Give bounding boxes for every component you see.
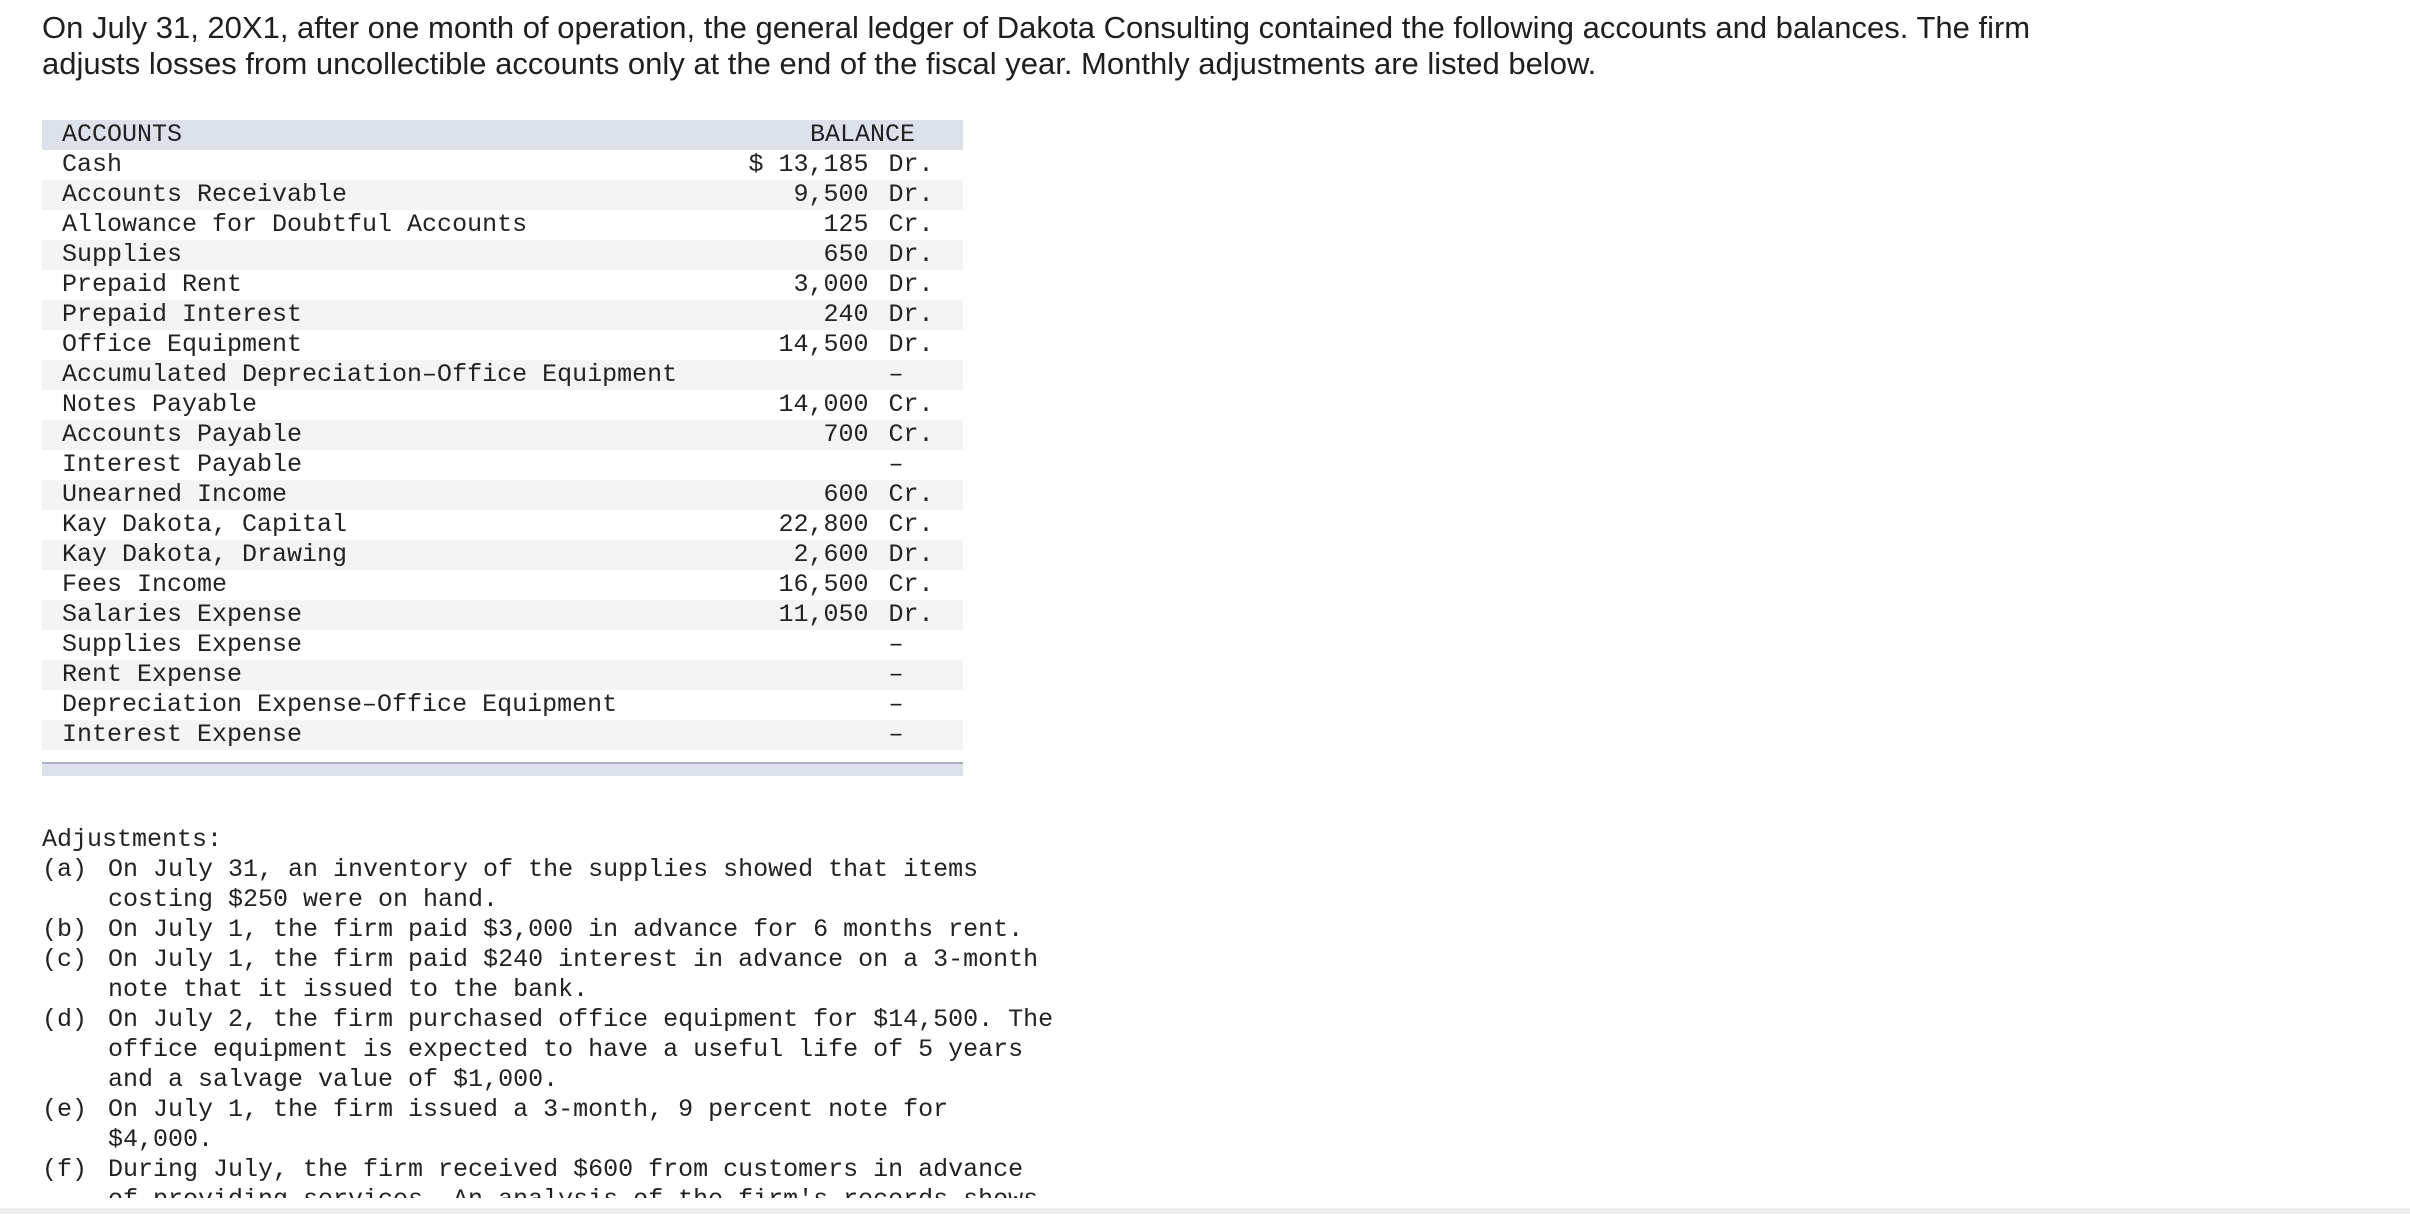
- bottom-divider: [0, 1208, 2410, 1214]
- account-name: Notes Payable: [62, 390, 258, 419]
- account-side: Cr.: [888, 420, 934, 449]
- account-name: Unearned Income: [62, 480, 288, 509]
- account-side: Dr.: [888, 150, 934, 179]
- account-amount: [677, 720, 868, 750]
- table-row: [42, 150, 963, 180]
- adjustment-item: [42, 915, 1122, 945]
- account-name: Rent Expense: [62, 660, 243, 689]
- account-name: Accumulated Depreciation–Office Equipment: [62, 360, 678, 389]
- account-amount: 22,800: [778, 510, 869, 539]
- account-name: Kay Dakota, Capital: [62, 510, 348, 539]
- account-side: Cr.: [888, 570, 934, 599]
- account-side: Cr.: [888, 210, 934, 239]
- adjustment-letter: (f): [42, 1155, 88, 1184]
- account-amount: 3,000: [793, 270, 869, 299]
- adjustment-item: [42, 945, 1122, 1005]
- table-row: [42, 210, 963, 240]
- account-name: Interest Payable: [62, 450, 303, 479]
- account-amount: 11,050: [778, 600, 869, 629]
- table-row: [42, 300, 963, 330]
- account-side: –: [888, 630, 904, 659]
- problem-intro: On July 31, 20X1, after one month of operation, the general ledger of Dakota Consulting contained the following accounts and balances. The firm adjusts losses from uncollectible accounts only at the end of the fiscal year. Monthly adjustments are listed below.: [42, 10, 2031, 81]
- ledger-header-row: [42, 120, 963, 150]
- account-side: Dr.: [888, 240, 934, 269]
- account-name: Prepaid Interest: [62, 300, 303, 329]
- account-amount: [677, 450, 868, 480]
- adjustment-letter: (d): [42, 1005, 88, 1034]
- adjustments-heading: Adjustments:: [42, 825, 223, 854]
- table-row: [42, 690, 963, 720]
- adjustment-text: During July, the firm received $600 from customers in advance: [108, 1155, 1024, 1184]
- table-footer: [42, 763, 963, 776]
- account-name: Depreciation Expense–Office Equipment: [62, 690, 618, 719]
- account-side: Dr.: [888, 180, 934, 209]
- account-name: Salaries Expense: [62, 600, 303, 629]
- table-row: [42, 510, 963, 540]
- account-amount: 16,500: [778, 570, 869, 599]
- account-amount: 9,500: [793, 180, 869, 209]
- account-side: –: [888, 690, 904, 719]
- account-side: Cr.: [888, 510, 934, 539]
- adjustment-letter: (b): [42, 915, 88, 944]
- table-row: [42, 270, 963, 300]
- accounts-header: ACCOUNTS: [62, 120, 183, 149]
- table-row: [42, 540, 963, 570]
- table-row: [42, 330, 963, 360]
- content-clip: [0, 1198, 2410, 1208]
- table-row: [42, 360, 963, 390]
- account-amount: 700: [823, 420, 869, 449]
- account-name: Office Equipment: [62, 330, 303, 359]
- account-amount: 14,500: [778, 330, 869, 359]
- ledger-table: [42, 120, 963, 776]
- table-row: [42, 630, 963, 660]
- table-row: [42, 450, 963, 480]
- adjustment-text: On July 1, the firm issued a 3-month, 9 percent note for $4,000.: [108, 1095, 949, 1154]
- account-amount: 125: [823, 210, 869, 239]
- ledger-body: [42, 150, 963, 763]
- account-name: Supplies: [62, 240, 183, 269]
- account-side: –: [888, 660, 904, 689]
- table-row: [42, 240, 963, 270]
- account-name: Accounts Receivable: [62, 180, 348, 209]
- adjustment-item: [42, 855, 1122, 915]
- account-amount: 600: [823, 480, 869, 509]
- account-side: Dr.: [888, 300, 934, 329]
- account-amount: 14,000: [778, 390, 869, 419]
- account-name: Supplies Expense: [62, 630, 303, 659]
- account-name: Kay Dakota, Drawing: [62, 540, 348, 569]
- account-name: Allowance for Doubtful Accounts: [62, 210, 528, 239]
- adjustment-item: [42, 1095, 1122, 1155]
- account-side: –: [888, 450, 904, 479]
- table-row: [42, 390, 963, 420]
- table-row: [42, 180, 963, 210]
- account-side: Dr.: [888, 270, 934, 299]
- account-name: Accounts Payable: [62, 420, 303, 449]
- table-row: [42, 420, 963, 450]
- adjustment-text: On July 31, an inventory of the supplies showed that items costing $250 were on hand.: [108, 855, 979, 914]
- adjustments-section: [42, 825, 1122, 1215]
- table-row: [42, 720, 963, 750]
- account-side: –: [888, 720, 904, 749]
- account-amount: $ 13,185: [748, 150, 869, 179]
- adjustment-text: On July 2, the firm purchased office equipment for $14,500. The office equipment is expected to have a useful life of 5 years and a salvage value of $1,000.: [108, 1005, 1054, 1094]
- account-side: Cr.: [888, 480, 934, 509]
- adjustment-letter: (c): [42, 945, 88, 974]
- table-row: [42, 480, 963, 510]
- account-amount: [677, 660, 868, 690]
- table-row: [42, 570, 963, 600]
- adjustment-letter: (e): [42, 1095, 88, 1124]
- account-amount: 240: [823, 300, 869, 329]
- table-row: [42, 600, 963, 630]
- adjustment-text: On July 1, the firm paid $3,000 in advance for 6 months rent.: [108, 915, 1024, 944]
- account-amount: [677, 360, 868, 390]
- table-row: [42, 660, 963, 690]
- account-amount: [677, 630, 868, 660]
- account-amount: 2,600: [793, 540, 869, 569]
- account-name: Fees Income: [62, 570, 228, 599]
- balance-header: BALANCE: [809, 120, 915, 149]
- account-amount: 650: [823, 240, 869, 269]
- account-amount: [677, 690, 868, 720]
- account-side: Cr.: [888, 390, 934, 419]
- account-name: Interest Expense: [62, 720, 303, 749]
- account-name: Prepaid Rent: [62, 270, 243, 299]
- adjustment-letter: (a): [42, 855, 88, 884]
- adjustment-item: [42, 1005, 1122, 1095]
- account-side: –: [888, 360, 904, 389]
- adjustment-text: On July 1, the firm paid $240 interest in advance on a 3-month note that it issued to the bank.: [108, 945, 1039, 1004]
- account-side: Dr.: [888, 330, 934, 359]
- account-side: Dr.: [888, 600, 934, 629]
- account-side: Dr.: [888, 540, 934, 569]
- account-name: Cash: [62, 150, 123, 179]
- table-spacer: [42, 750, 963, 763]
